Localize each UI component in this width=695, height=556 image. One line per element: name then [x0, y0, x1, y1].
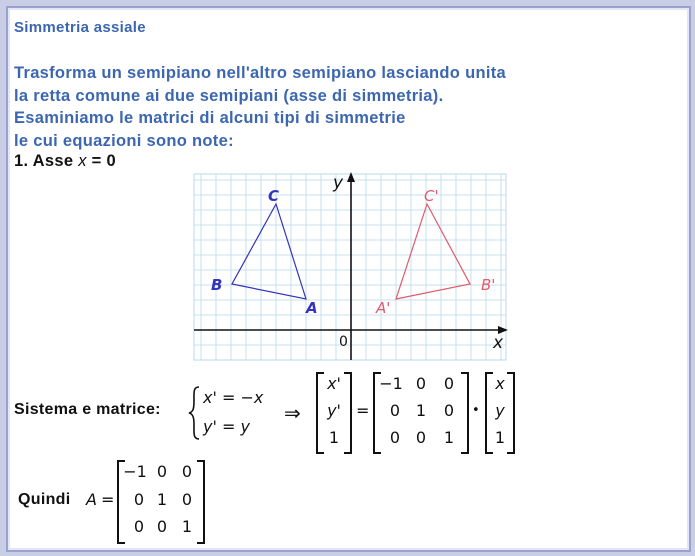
- equals-symbol: =: [356, 401, 370, 420]
- item-label: Asse: [32, 152, 74, 170]
- quindi-variable: [86, 490, 97, 509]
- dot-symbol: •: [472, 403, 480, 418]
- implies-symbol: ⇒: [284, 401, 301, 425]
- point-label-b: B: [211, 276, 223, 294]
- equation-text: y' = y: [203, 417, 250, 436]
- rhs-vector: [485, 372, 515, 450]
- matrix-cell: 0: [443, 374, 455, 393]
- system-equation-1: [203, 388, 263, 407]
- matrix-cell: −1: [123, 462, 147, 481]
- quindi-label: Quindi: [18, 491, 71, 508]
- axis-label-x: x: [493, 333, 504, 353]
- lhs-vector: [316, 372, 352, 450]
- matrix-cell: 1: [443, 428, 455, 447]
- page-title: Simmetria assiale: [14, 19, 146, 36]
- matrix-cell: 0: [133, 517, 145, 536]
- result-matrix: [117, 460, 205, 540]
- vector-cell: y: [495, 401, 505, 420]
- symmetry-graph: [188, 168, 510, 364]
- quindi-equals: =: [101, 490, 115, 509]
- matrix-cell: −1: [379, 374, 403, 393]
- matrix-cell: 0: [415, 428, 427, 447]
- system-label: Sistema e matrice:: [14, 401, 161, 418]
- axis-label-y: y: [333, 173, 344, 193]
- vector-cell: x: [495, 374, 505, 393]
- transformation-matrix: [373, 372, 469, 450]
- origin-label: 0: [339, 334, 348, 350]
- item-heading: [14, 152, 116, 171]
- vector-cell: 1: [494, 428, 506, 447]
- matrix-cell: 1: [181, 517, 193, 536]
- item-rest: = 0: [86, 152, 116, 170]
- point-label-a: A: [306, 299, 318, 317]
- intro-line: Esaminiamo le matrici di alcuni tipi di simmetrie: [14, 109, 406, 127]
- matrix-cell: 1: [415, 401, 427, 420]
- matrix-cell: 0: [181, 462, 193, 481]
- matrix-cell: 0: [156, 462, 168, 481]
- matrix-cell: 1: [156, 490, 168, 509]
- intro-line: le cui equazioni sono note:: [14, 131, 234, 150]
- variable-text: A: [86, 490, 97, 509]
- matrix-cell: 0: [133, 490, 145, 509]
- system-brace: [186, 385, 202, 441]
- matrix-cell: 0: [443, 401, 455, 420]
- equation-text: x' = −x: [203, 388, 264, 407]
- matrix-cell: 0: [415, 374, 427, 393]
- vector-cell: y': [327, 401, 341, 420]
- point-label-a-prime: A': [376, 299, 391, 317]
- matrix-cell: 0: [156, 517, 168, 536]
- system-equation-2: [203, 417, 250, 436]
- point-label-c: C: [268, 187, 280, 205]
- intro-text: [14, 62, 506, 152]
- point-label-c-prime: C': [424, 187, 439, 205]
- matrix-cell: 0: [389, 428, 401, 447]
- intro-line: la retta comune ai due semipiani (asse di simmetria).: [14, 86, 444, 105]
- intro-line: Trasforma un semipiano nell'altro semipiano lasciando unita: [14, 64, 506, 82]
- item-variable: x: [78, 152, 87, 170]
- matrix-cell: 0: [389, 401, 401, 420]
- point-label-b-prime: B': [481, 276, 496, 294]
- item-number: 1.: [14, 152, 29, 170]
- matrix-cell: 0: [181, 490, 193, 509]
- vector-cell: x': [327, 374, 341, 393]
- vector-cell: 1: [328, 428, 340, 447]
